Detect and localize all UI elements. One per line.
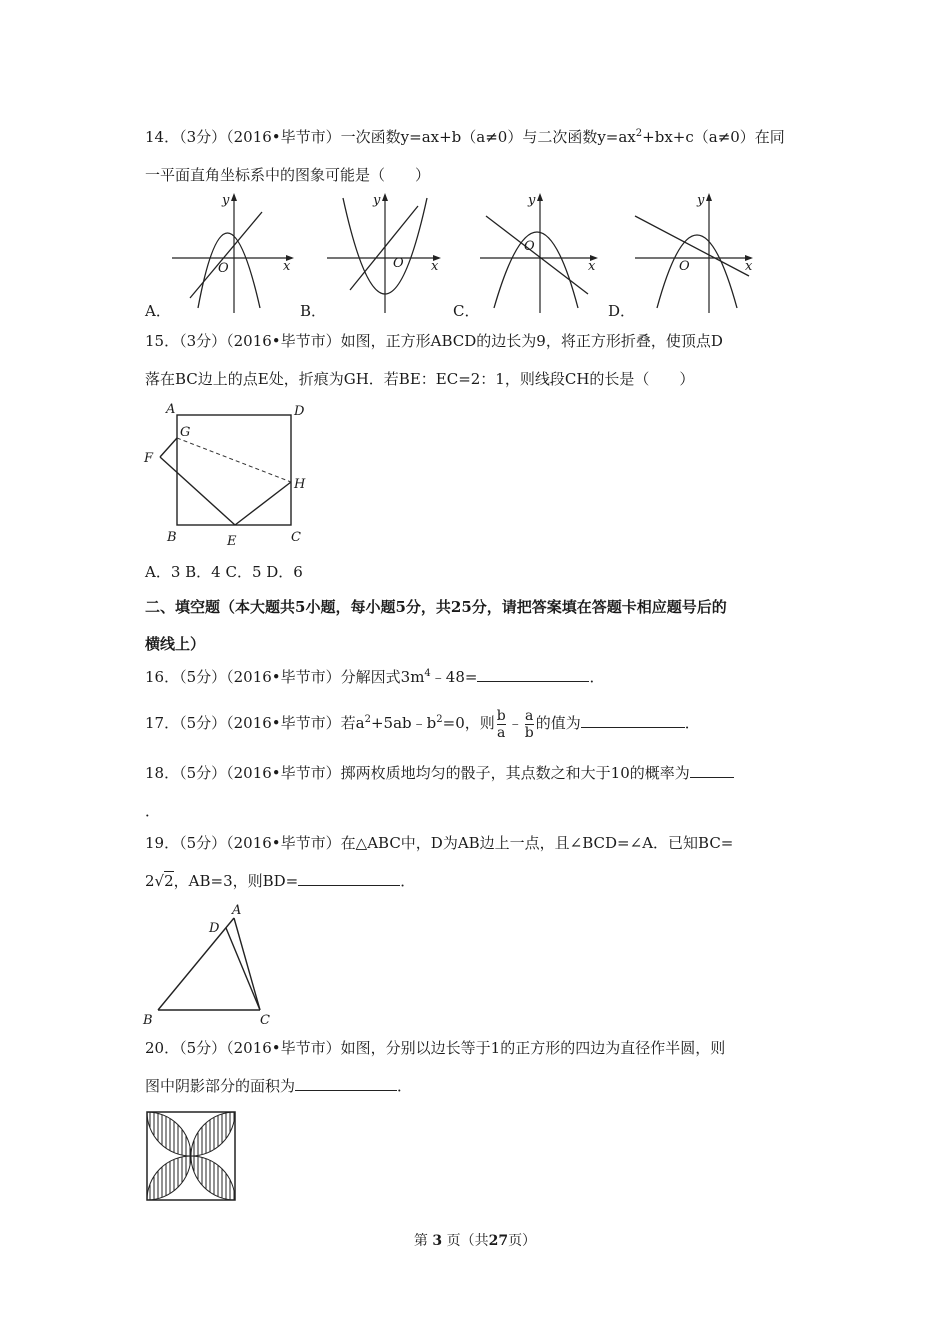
svg-text:A: A [166,402,176,417]
svg-text:y: y [373,193,381,208]
q19-line1: 19．（5分）（2016•毕节市）在△ABC中，D为AB边上一点，且∠BCD=∠A．已知BC= [145,834,734,852]
svg-text:y: y [222,193,230,208]
svg-text:O: O [524,239,535,254]
q20-answer-blank[interactable] [295,1076,397,1091]
q14-option-b: B． [300,302,327,320]
q20-line1: 20．（5分）（2016•毕节市）如图，分别以边长等于1的正方形的四边为直径作半圆，则 [145,1039,726,1057]
svg-text:x: x [431,259,439,274]
q16-answer-blank[interactable] [477,667,589,682]
q18-answer-blank[interactable] [690,763,734,778]
svg-text:O: O [679,259,690,274]
svg-text:B: B [143,1013,153,1028]
svg-text:x: x [283,259,291,274]
q18-end: ． [145,802,161,820]
q14-graph-c [478,190,608,315]
q17-fraction-a-over-b: $\frac{a}{b}$ [524,707,534,741]
q20-line2: 图中阴影部分的面积为 ． [145,1077,413,1095]
q19-triangle-diagram [140,900,280,1030]
svg-text:C: C [260,1013,270,1028]
svg-text:D: D [294,404,305,419]
q20-semicircle-square-diagram [145,1110,237,1202]
svg-text:E: E [227,534,237,549]
svg-text:O: O [218,261,229,276]
svg-text:F: F [144,451,154,466]
q14-option-c: C． [453,302,480,320]
svg-text:x: x [588,259,596,274]
q14-option-d: D． [608,302,636,320]
q15-line1: 15．（3分）（2016•毕节市）如图，正方形ABCD的边长为9，将正方形折叠，使顶点D [145,332,723,350]
q18-line: 18．（5分）（2016•毕节市）掷两枚质地均匀的骰子，其点数之和大于10的概率为 [145,763,734,783]
svg-text:H: H [294,477,306,492]
q15-fold-diagram [140,400,320,550]
q17-fraction-b-over-a: $\frac{b}{a}$ [496,707,506,741]
section2-heading-line2: 横线上） [145,635,206,653]
q14-graph-b [325,190,455,315]
q17-answer-blank[interactable] [581,713,685,728]
svg-text:y: y [697,193,705,208]
q14-line2: 一平面直角坐标系中的图象可能是（ ） [145,166,431,184]
q14-option-a: A． [145,302,171,320]
svg-text:y: y [528,193,536,208]
page-number: 3 [432,1233,443,1249]
q14-graph-d [633,190,763,315]
svg-text:D: D [209,921,220,936]
page-footer: 第 3 页（共27页） [413,1233,537,1249]
section2-heading-line1: 二、填空题（本大题共5小题，每小题5分，共25分，请把答案填在答题卡相应题号后的 [145,598,727,616]
q16-line: 16．（5分）（2016•毕节市）分解因式$3m^4﹣48=$ ． [145,668,605,686]
svg-text:B: B [167,530,177,545]
q15-answers: A．3 B．4 C．5 D．6 [145,563,303,581]
svg-text:O: O [393,256,404,271]
q19-radical: 2√2 [145,872,174,890]
q19-answer-blank[interactable] [298,871,400,886]
q14-graph-a [170,190,300,315]
svg-text:A: A [232,903,242,918]
q14-line1: 14．（3分）（2016•毕节市）一次函数y=ax+b（a≠0）与二次函数$y=ax^2+bx+c(a\ne 0)$在同 [145,128,785,146]
q19-line2: 2√2，AB=3，则BD= ． [145,872,416,890]
q15-line2: 落在BC边上的点E处，折痕为GH．若BE：EC=2：1，则线段CH的长是（ ） [145,370,695,388]
total-pages: 27 [488,1233,509,1249]
q17-line: 17．（5分）（2016•毕节市）若$a^2+5ab﹣b^2=0$，则 $\frac{b}{a}$ ﹣ $\frac{a}{b}$ 的值为 ． [145,707,700,741]
svg-text:G: G [180,425,191,440]
svg-text:x: x [745,259,753,274]
svg-text:C: C [291,530,301,545]
